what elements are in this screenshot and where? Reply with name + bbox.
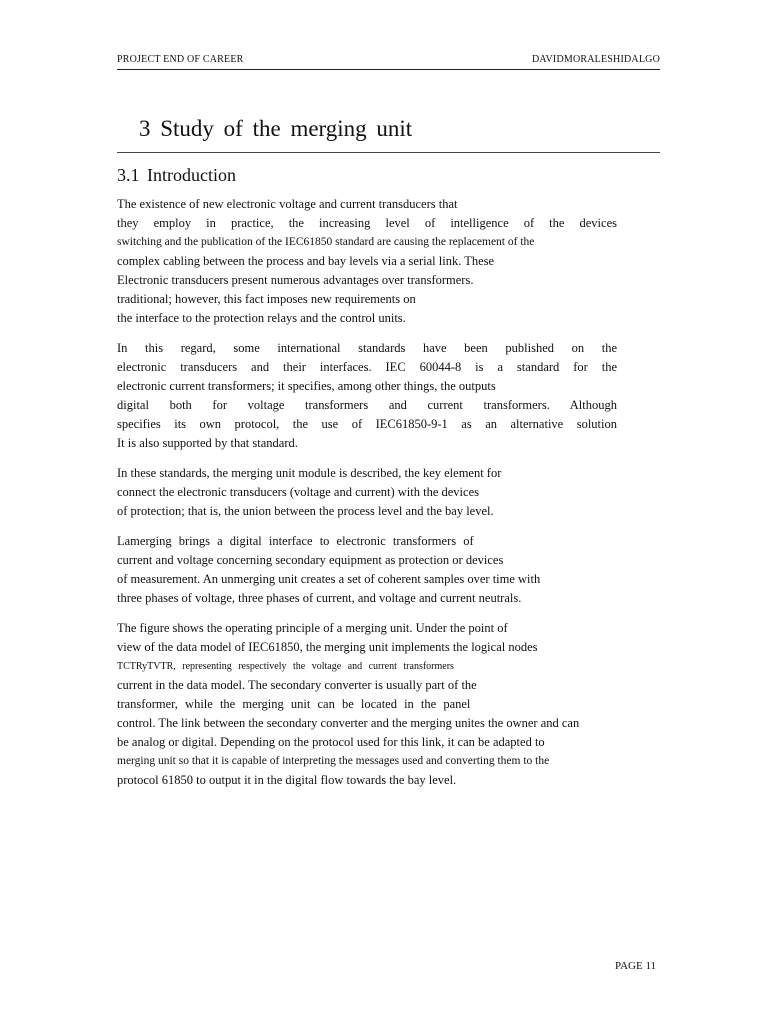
text-line: The existence of new electronic voltage and current transducers that <box>117 197 458 211</box>
text-line: transformer, while the merging unit can be located in the panel <box>117 697 471 711</box>
paragraph <box>117 195 617 328</box>
text-line: The figure shows the operating principle of a merging unit. Under the point of <box>117 621 508 635</box>
text-line: It is also supported by that standard. <box>117 436 298 450</box>
text-line: switching and the publication of the IEC61850 standard are causing the replacement of the <box>117 236 535 248</box>
text-line: specifies its own protocol, the use of IEC61850-9-1 as an alternative solution <box>117 417 617 431</box>
page-header <box>117 54 660 65</box>
paragraph <box>117 464 617 521</box>
text-line: the interface to the protection relays and the control units. <box>117 311 406 325</box>
page-number: PAGE 11 <box>615 960 657 972</box>
paragraph <box>117 339 617 453</box>
section-title: 3.1 Introduction <box>117 165 236 185</box>
text-line: protocol 61850 to output it in the digital flow towards the bay level. <box>117 773 457 787</box>
header-divider <box>117 69 660 70</box>
text-line: be analog or digital. Depending on the protocol used for this link, it can be adapted to <box>117 735 545 749</box>
header-author: DAVIDMORALESHIDALGO <box>531 54 660 65</box>
text-line: of protection; that is, the union between the process level and the bay level. <box>117 504 494 518</box>
body-text <box>117 195 617 801</box>
text-line: current in the data model. The secondary converter is usually part of the <box>117 678 477 692</box>
chapter-divider <box>117 152 660 153</box>
text-line: Lamerging brings a digital interface to electronic transformers of <box>117 534 474 548</box>
text-line: In these standards, the merging unit module is described, the key element for <box>117 466 502 480</box>
text-line: view of the data model of IEC61850, the merging unit implements the logical nodes <box>117 640 538 654</box>
text-line: digital both for voltage transformers and current transformers. Although <box>117 398 617 412</box>
paragraph <box>117 619 617 790</box>
text-line: TCTRyTVTR, representing respectively the voltage and current transformers <box>117 661 454 672</box>
text-line: three phases of voltage, three phases of current, and voltage and current neutrals. <box>117 591 522 605</box>
text-line: Electronic transducers present numerous advantages over transformers. <box>117 273 474 287</box>
paragraph <box>117 532 617 608</box>
text-line: current and voltage concerning secondary equipment as protection or devices <box>117 553 504 567</box>
text-line: control. The link between the secondary converter and the merging unites the owner and can <box>117 716 580 730</box>
text-line: they employ in practice, the increasing level of intelligence of the devices <box>117 216 617 230</box>
text-line: merging unit so that it is capable of interpreting the messages used and converting them to the <box>117 755 550 767</box>
text-line: electronic transducers and their interfaces. IEC 60044-8 is a standard for the <box>117 360 617 374</box>
text-line: traditional; however, this fact imposes new requirements on <box>117 292 416 306</box>
header-project-title: PROJECT END OF CAREER <box>117 54 244 65</box>
text-line: In this regard, some international standards have been published on the <box>117 341 617 355</box>
chapter-title: 3 Study of the merging unit <box>139 116 413 141</box>
text-line: connect the electronic transducers (voltage and current) with the devices <box>117 485 479 499</box>
text-line: of measurement. An unmerging unit creates a set of coherent samples over time with <box>117 572 541 586</box>
text-line: complex cabling between the process and bay levels via a serial link. These <box>117 254 495 268</box>
text-line: electronic current transformers; it specifies, among other things, the outputs <box>117 379 496 393</box>
